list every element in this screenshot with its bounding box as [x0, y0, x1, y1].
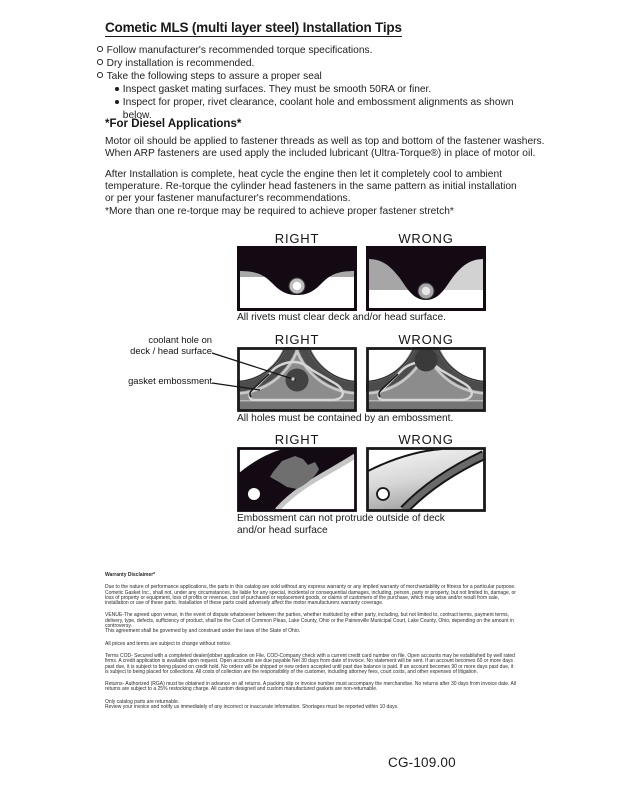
- legal-paragraph: Review your invoice and notify us immediately of any incorrect or inaccurate information. Shortages must be reported within 10 days.: [105, 704, 399, 711]
- list-item: [97, 70, 537, 83]
- text-line: temperature. Re-torque the cylinder head fasteners in the same pattern as initial installation: [105, 180, 517, 192]
- wrong-label: WRONG: [398, 332, 454, 347]
- coolant-hole-callout: [100, 335, 212, 356]
- rivet-clearance-right-diagram: [237, 246, 357, 311]
- coolant-hole-right-diagram: [237, 347, 357, 412]
- gasket-embossment-callout: gasket embossment: [128, 375, 212, 386]
- legal-paragraph: All prices and terms are subject to change without notice.: [105, 640, 232, 647]
- text-line: After Installation is complete, heat cycle the engine then let it completely cool to ambient: [105, 169, 502, 180]
- legal-paragraph: VENUE-The agreed upon venue, in the event of dispute whatsoever between the parties, whether instituted by either party, including, but not limited to, contract terms, payment terms, delivery, type, defects, sufficiency of product, shall be the Court of Common Pleas, Lake County, Ohio or the Painesville Municipal Court, Lake County, Ohio, depending on the amount in controversy.: [105, 612, 514, 630]
- open-bullet-icon: [97, 46, 103, 52]
- right-label: RIGHT: [274, 432, 320, 447]
- embossment-wrong-diagram: [366, 447, 486, 512]
- text-line: or per your fastener manufacturer's recommendations.: [105, 192, 351, 204]
- text-line: When ARP fasteners are used apply the included lubricant (Ultra-Torque®) in place of motor oil.: [105, 147, 536, 159]
- callout-line: deck / head surface: [130, 344, 212, 356]
- callout-line: coolant hole on: [148, 334, 212, 345]
- holes-caption: All holes must be contained by an embossment.: [237, 413, 454, 424]
- right-label: RIGHT: [274, 231, 320, 246]
- warranty-disclaimer-heading: Warranty Disclaimer*: [105, 572, 156, 578]
- list-item: [97, 57, 537, 70]
- wrong-label: WRONG: [398, 231, 454, 246]
- list-item: [97, 44, 537, 57]
- legal-paragraph: This agreement shall be governed by and construed under the laws of the State of Ohio.: [105, 628, 301, 635]
- retorque-note: *More than one re-torque may be required to achieve proper fastener stretch*: [105, 206, 454, 217]
- bullet-text: Inspect for proper, rivet clearance, coolant hole and embossment alignments as shown below.: [122, 97, 514, 121]
- text-line: Motor oil should be applied to fastener threads as well as top and bottom of the fastener washers.: [105, 136, 545, 147]
- legal-paragraph: Due to the nature of performance applications, the parts in this catalog are sold without any express warranty or any implied warranty of merchantability or fitness for a particular purpose. Cometic Gasket Inc., shall not, under any circumstances, be liable for any special, incidental or consequential damages, including, person, party or property, but not limited to, damage, or loss of property or equipment, loss of profits or revenue, cost of purchased or replacement goods, or claims of customers of the purchase, which may arise and/or result from sale, installation or use of these parts. Installation of these parts could adversely affect the motor manufacturers warranty coverage.: [105, 584, 516, 607]
- rivet-clearance-wrong-diagram: [366, 246, 486, 311]
- right-label: RIGHT: [274, 332, 320, 347]
- caption-line: and/or head surface: [237, 524, 328, 536]
- legal-paragraph: Only catalog parts are returnable.: [105, 698, 180, 705]
- diesel-paragraph-2: [105, 169, 575, 205]
- page-title: Cometic MLS (multi layer steel) Installation Tips: [105, 20, 402, 35]
- bullet-text: Inspect gasket mating surfaces. They must be smooth 50RA or finer.: [122, 84, 432, 95]
- embossment-right-diagram: [237, 447, 357, 512]
- bullet-text: Take the following steps to assure a proper seal: [106, 71, 322, 82]
- wrong-label: WRONG: [398, 432, 454, 447]
- installation-tips-list: [97, 44, 537, 122]
- bullet-text: Dry installation is recommended.: [106, 58, 255, 69]
- filled-bullet-icon: [115, 87, 119, 91]
- page-code: CG-109.00: [388, 755, 456, 770]
- diesel-applications-heading: *For Diesel Applications*: [105, 118, 242, 130]
- list-item: [97, 83, 537, 96]
- legal-paragraph: Returns- Authorized (RGA) must be obtained in advance on all returns. A packing slip or invoice number must accompany the merchandise. No returns after 30 days from invoice date. All returns are subject to a 25% restocking charge. All custom designed and custom manufactured gaskets are non-returnable.: [105, 681, 517, 693]
- coolant-hole-wrong-diagram: [366, 347, 486, 412]
- embossment-caption: [237, 513, 537, 536]
- bullet-text: Follow manufacturer's recommended torque specifications.: [106, 45, 373, 56]
- open-bullet-icon: [97, 72, 103, 78]
- caption-line: Embossment can not protrude outside of deck: [237, 513, 445, 524]
- open-bullet-icon: [97, 59, 103, 65]
- rivet-caption: All rivets must clear deck and/or head surface.: [237, 312, 446, 323]
- warranty-disclaimer-block: [105, 573, 517, 717]
- filled-bullet-icon: [115, 100, 119, 104]
- legal-paragraph: Terms COD- Secured with a completed dealer/jobber application on File, COD-Company check with a current credit card number on file. Open accounts may be established by well rated firms. A credit application is available upon request. Open accounts are due payable Net 30 days from date of invoice. No statement will be sent. If an account becomes 60 or more days past due, it is subject to being placed on credit hold. No orders will be shipped or new orders accepted until past due balance is paid. If an account becomes 90 or more days past due, it is subject to being placed for collections. All costs of collection are the responsibility of the customer, including attorney fees, court costs, and other expenses of litigation.: [105, 652, 515, 675]
- diesel-paragraph-1: [105, 136, 575, 160]
